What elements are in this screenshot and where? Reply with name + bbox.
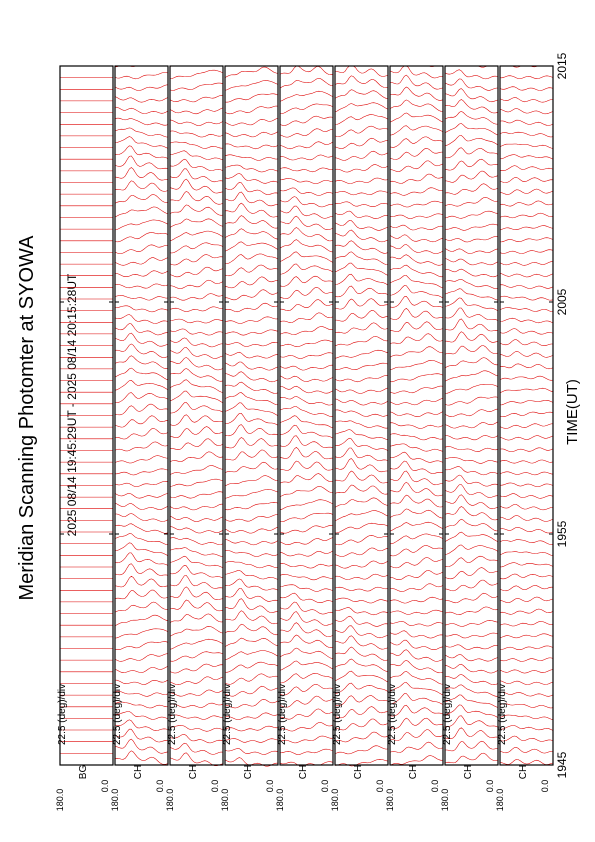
chart-title: Meridian Scanning Photomter at SYOWA [16, 235, 38, 601]
panel-3-scale-label: 22.5 (deg)/div [167, 683, 178, 745]
panel-6-scale-label: 22.5 (deg)/div [332, 683, 343, 745]
panel-2-channel-label: CH [133, 764, 144, 780]
panel-4-ybottom-label: 0.0 [265, 779, 275, 793]
time-range-label: 2025 08/14 19:45:29UT - 2025 08/14 20:15:28UT [65, 273, 79, 537]
panel-5-channel-label: CH [298, 764, 309, 780]
panel-4-ytop-label: 180.0 [220, 788, 230, 812]
panel-7-ybottom-label: 0.0 [430, 779, 440, 793]
panel-5-scale-label: 22.5 (deg)/div [277, 683, 288, 745]
panel-6-channel-label: CH [353, 764, 364, 780]
panel-1-scale-label: 22.5 (deg)/div [57, 683, 68, 745]
panel-9-channel-label: CH [518, 764, 529, 780]
panel-1-ybottom-label: 0.0 [100, 779, 110, 793]
panel-5-ytop-label: 180.0 [275, 788, 285, 812]
panel-9-ybottom-label: 0.0 [540, 779, 550, 793]
x-tick-label-2005: 2005 [555, 288, 569, 316]
panel-2-ybottom-label: 0.0 [155, 779, 165, 793]
panel-8-ytop-label: 180.0 [440, 788, 450, 812]
panel-3-channel-label: CH [188, 764, 199, 780]
panel-8-ybottom-label: 0.0 [485, 779, 495, 793]
panel-4-channel-label: CH [243, 764, 254, 780]
panel-7-scale-label: 22.5 (deg)/div [387, 683, 398, 745]
panel-1-channel-label: BG [78, 764, 89, 780]
panel-2-ytop-label: 180.0 [110, 788, 120, 812]
panel-3-ybottom-label: 0.0 [210, 779, 220, 793]
panel-1-traces [60, 66, 113, 765]
x-tick-label-1955: 1955 [555, 520, 569, 548]
x-tick-label-1945: 1945 [555, 751, 569, 779]
panel-6-ytop-label: 180.0 [330, 788, 340, 812]
panel-8-scale-label: 22.5 (deg)/div [442, 683, 453, 745]
panel-6-ybottom-label: 0.0 [375, 779, 385, 793]
panel-9-ytop-label: 180.0 [495, 788, 505, 812]
panel-9-scale-label: 22.5 (deg)/div [497, 683, 508, 745]
panel-8-channel-label: CH [463, 764, 474, 780]
panel-7-channel-label: CH [408, 764, 419, 780]
x-tick-label-2015: 2015 [555, 52, 569, 80]
panel-1-ytop-label: 180.0 [55, 788, 65, 812]
panel-3-ytop-label: 180.0 [165, 788, 175, 812]
panel-5-ybottom-label: 0.0 [320, 779, 330, 793]
panel-2-scale-label: 22.5 (deg)/div [112, 683, 123, 745]
panel-4-scale-label: 22.5 (deg)/div [222, 683, 233, 745]
x-axis-label: TIME(UT) [564, 379, 581, 445]
panel-7-ytop-label: 180.0 [385, 788, 395, 812]
